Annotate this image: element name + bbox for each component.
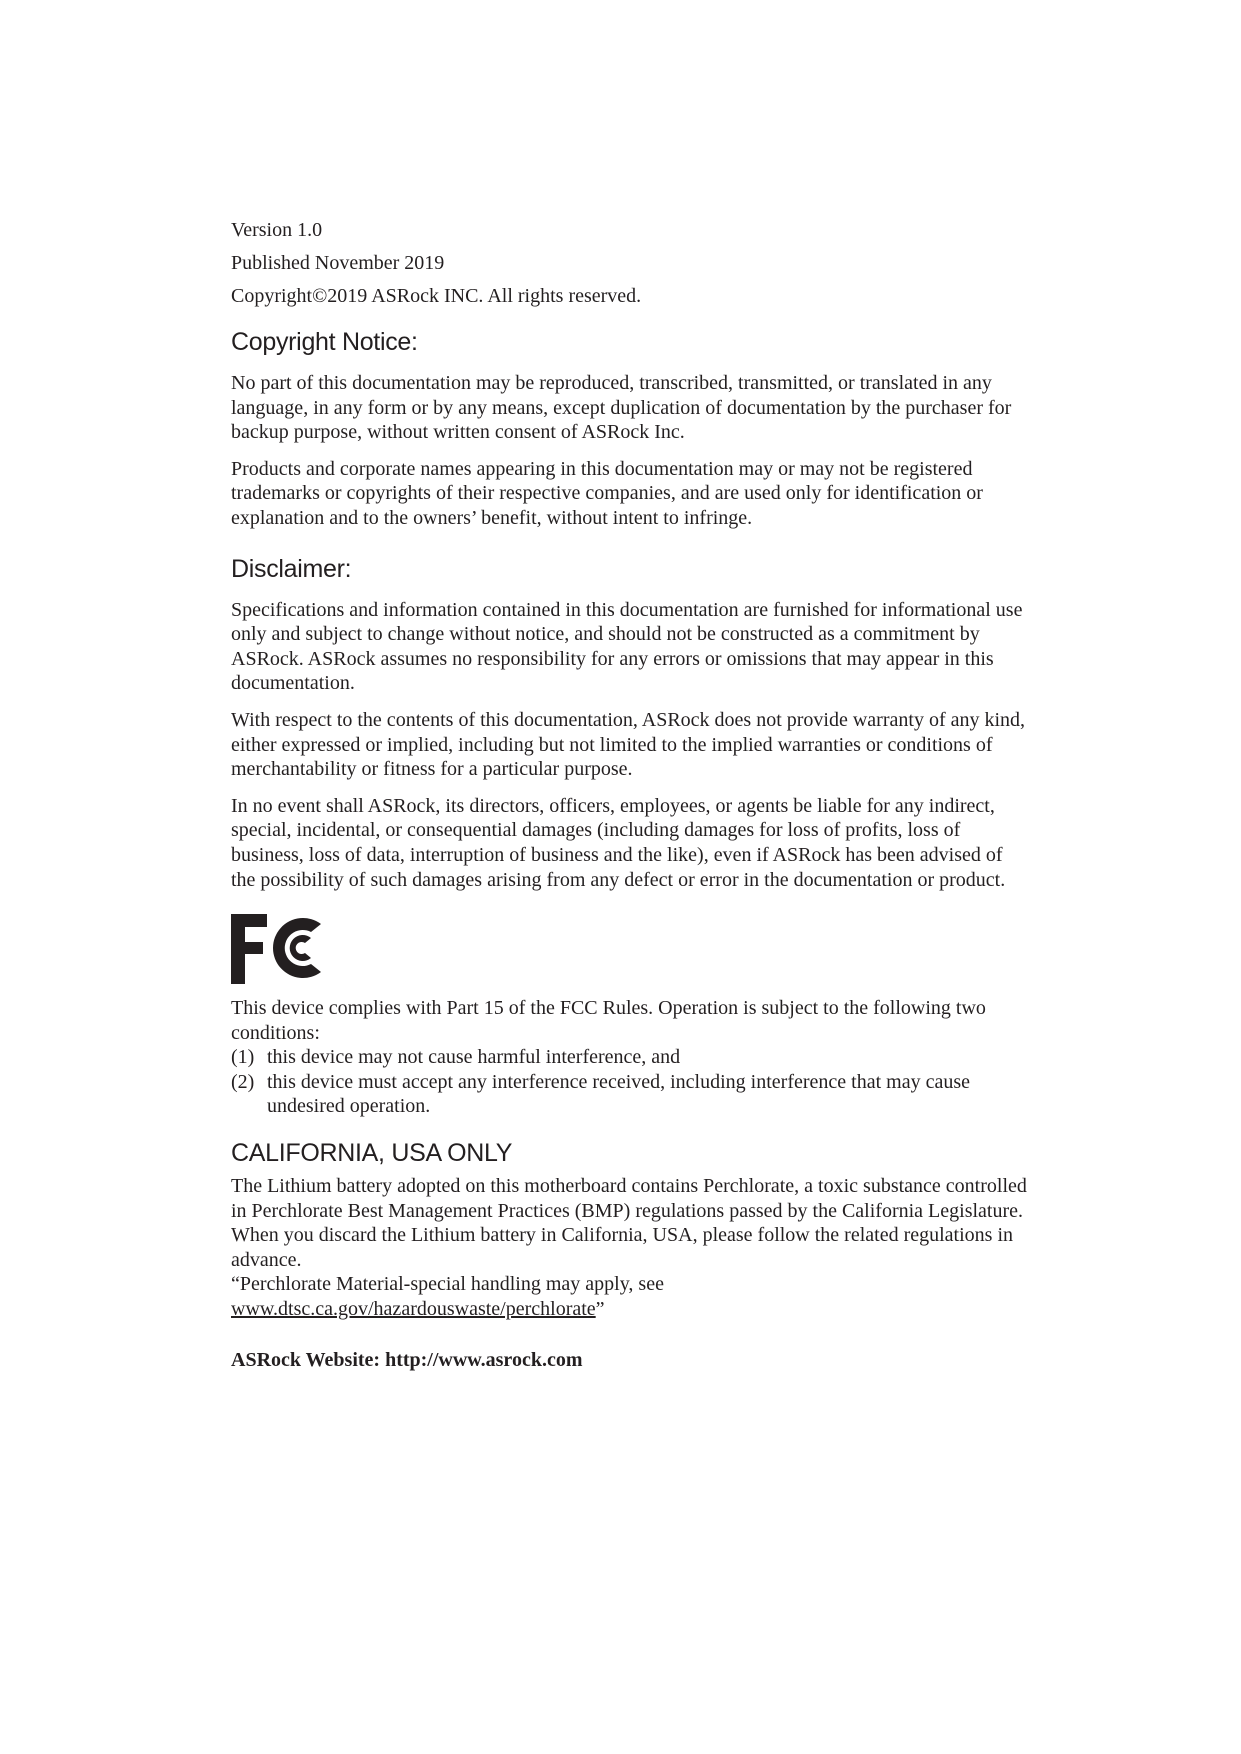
perchlorate-link[interactable]: www.dtsc.ca.gov/hazardouswaste/perchlorate <box>231 1298 596 1321</box>
condition-text: this device may not cause harmful interference, and <box>267 1046 681 1069</box>
condition-text: this device must accept any interference received, including interference that may cause undesired operation. <box>267 1070 970 1118</box>
condition-number: (1) <box>231 1046 255 1069</box>
disclaimer-paragraph-1: Specifications and information contained in this documentation are furnished for informational use only and subject to change without notice, and should not be constructed as a commitment by ASRock. ASRock assumes no responsibility for any errors or omissions that may appear in this documentation. <box>231 598 1023 695</box>
asrock-website: ASRock Website: http://www.asrock.com <box>231 1348 583 1371</box>
published-date: Published November 2019 <box>231 252 445 274</box>
perchlorate-note-prefix: “Perchlorate Material-special handling may apply, see <box>231 1273 664 1296</box>
california-heading: CALIFORNIA, USA ONLY <box>231 1139 513 1168</box>
california-body-text: The Lithium battery adopted on this motherboard contains Perchlorate, a toxic substance controlled in Perchlorate Best Management Practices (BMP) regulations passed by the California Legislature. When you discard the Lithium battery in California, USA, please follow the related regulations in advance. <box>231 1175 1027 1271</box>
copyright-paragraph-1: No part of this documentation may be reproduced, transcribed, transmitted, or translated in any language, in any form or by any means, except duplication of documentation by the purchaser for backup purpose, without written consent of ASRock Inc. <box>231 372 1012 444</box>
disclaimer-heading: Disclaimer: <box>231 554 352 583</box>
fcc-logo <box>231 914 327 984</box>
copyright-line: Copyright©2019 ASRock INC. All rights reserved. <box>231 285 642 307</box>
copyright-paragraph-2: Products and corporate names appearing in this documentation may or may not be registered trademarks or copyrights of their respective companies, and are used only for identification or explanation and to the owners’ benefit, without intent to infringe. <box>231 457 983 529</box>
disclaimer-paragraph-2: With respect to the contents of this documentation, ASRock does not provide warranty of any kind, either expressed or implied, including but not limited to the implied warranties or conditions of merchantability or fitness for a particular purpose. <box>231 708 1026 781</box>
fcc-condition-1 <box>231 1045 1031 1070</box>
disclaimer-paragraph-3: In no event shall ASRock, its directors, officers, employees, or agents be liable for any indirect, special, incidental, or consequential damages (including damages for loss of profits, loss of business, loss of data, interruption of business and the like), even if ASRock has been advised of the possibility of such damages arising from any defect or error in the documentation or product. <box>231 794 1006 891</box>
copyright-notice-heading: Copyright Notice: <box>231 328 418 356</box>
condition-number: (2) <box>231 1070 255 1093</box>
perchlorate-note-suffix: ” <box>595 1298 605 1321</box>
document-page <box>231 214 1031 1384</box>
fcc-intro: This device complies with Part 15 of the FCC Rules. Operation is subject to the following two conditions: <box>231 997 986 1044</box>
california-body <box>231 1174 1031 1322</box>
fcc-condition-2 <box>231 1070 1031 1119</box>
version-text: Version 1.0 <box>231 219 323 241</box>
fcc-conditions-list <box>231 1045 1031 1119</box>
